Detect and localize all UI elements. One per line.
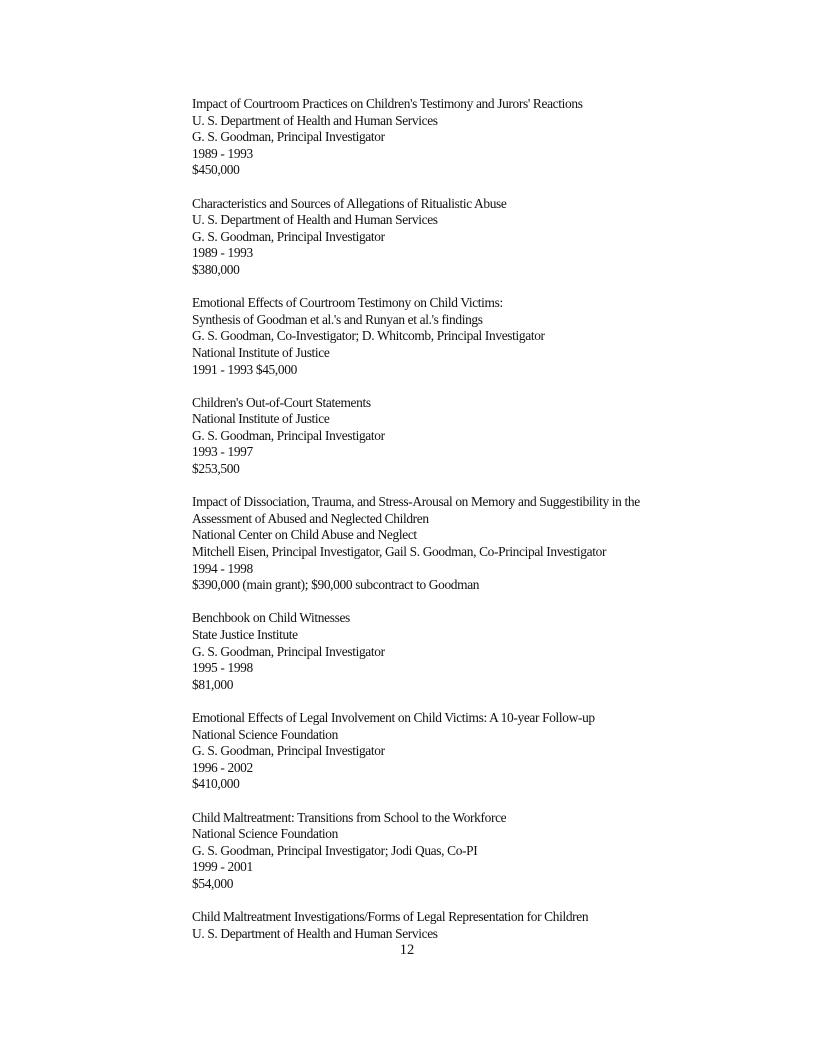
grant-title: Children's Out-of-Court Statements	[192, 394, 371, 410]
grant-agency: State Justice Institute	[192, 627, 298, 642]
grant-title: Impact of Dissociation, Trauma, and Stress-Arousal on Memory and Suggestibility in the	[192, 494, 640, 510]
grant-entry	[192, 196, 752, 279]
grant-entry	[192, 710, 752, 793]
grant-period: 1989 - 1993	[192, 145, 253, 161]
grant-period-amount: 1991 - 1993 $45,000	[192, 361, 297, 377]
grant-investigator: G. S. Goodman, Principal Investigator; Jodi Quas, Co-PI	[192, 842, 478, 858]
grant-entry	[192, 610, 752, 693]
grant-agency: National Center on Child Abuse and Neglect	[192, 527, 417, 543]
grant-agency: U. S. Department of Health and Human Services	[192, 112, 438, 128]
grant-title: Child Maltreatment: Transitions from School to the Workforce	[192, 809, 507, 825]
grant-title-continued: Assessment of Abused and Neglected Children	[192, 510, 429, 526]
grant-entry	[192, 909, 752, 942]
grant-title: Impact of Courtroom Practices on Children's Testimony and Jurors' Reactions	[192, 96, 583, 111]
grant-agency: U. S. Department of Health and Human Services	[192, 925, 438, 941]
grant-title-continued: Synthesis of Goodman et al.'s and Runyan et al.'s findings	[192, 311, 483, 327]
grant-title: Benchbook on Child Witnesses	[192, 610, 350, 626]
grant-title: Emotional Effects of Courtroom Testimony on Child Victims:	[192, 295, 503, 311]
grant-period: 1994 - 1998	[192, 560, 253, 576]
grant-period: 1993 - 1997	[192, 444, 253, 460]
grant-amount: $380,000	[192, 261, 240, 277]
grant-title: Child Maltreatment Investigations/Forms of Legal Representation for Children	[192, 909, 589, 925]
grant-investigator: G. S. Goodman, Co-Investigator; D. Whitcomb, Principal Investigator	[192, 328, 545, 344]
grant-amount: $390,000 (main grant); $90,000 subcontract to Goodman	[192, 577, 480, 593]
grant-entry	[192, 810, 752, 893]
grant-investigator: G. S. Goodman, Principal Investigator	[192, 643, 385, 659]
grant-agency: National Institute of Justice	[192, 411, 330, 427]
grant-entry	[192, 494, 752, 594]
grant-investigator: G. S. Goodman, Principal Investigator	[192, 743, 385, 759]
grant-amount: $410,000	[192, 776, 240, 792]
grant-investigator: G. S. Goodman, Principal Investigator	[192, 427, 385, 443]
grant-entry	[192, 395, 752, 478]
grant-entry	[192, 96, 752, 179]
grant-amount: $81,000	[192, 676, 234, 692]
grant-amount: $253,500	[192, 461, 240, 477]
grant-title: Characteristics and Sources of Allegations of Ritualistic Abuse	[192, 195, 507, 211]
grant-agency: National Science Foundation	[192, 726, 338, 742]
grant-investigator: G. S. Goodman, Principal Investigator	[192, 129, 385, 145]
grant-agency: U. S. Department of Health and Human Services	[192, 212, 438, 228]
grant-period: 1996 - 2002	[192, 759, 253, 775]
grant-period: 1995 - 1998	[192, 660, 253, 676]
grant-investigator: Mitchell Eisen, Principal Investigator, Gail S. Goodman, Co-Principal Investigator	[192, 544, 607, 560]
grant-agency: National Science Foundation	[192, 826, 338, 842]
grant-amount: $450,000	[192, 162, 240, 178]
grant-period: 1999 - 2001	[192, 859, 253, 875]
grant-agency: National Institute of Justice	[192, 344, 330, 360]
grant-investigator: G. S. Goodman, Principal Investigator	[192, 228, 385, 244]
grants-list	[192, 96, 752, 959]
grant-title: Emotional Effects of Legal Involvement on Child Victims: A 10-year Follow-up	[192, 709, 595, 725]
grant-entry	[192, 295, 752, 378]
grant-period: 1989 - 1993	[192, 245, 253, 261]
page-number-text: 12	[399, 942, 415, 958]
grant-amount: $54,000	[192, 875, 234, 891]
page-number	[0, 941, 816, 959]
